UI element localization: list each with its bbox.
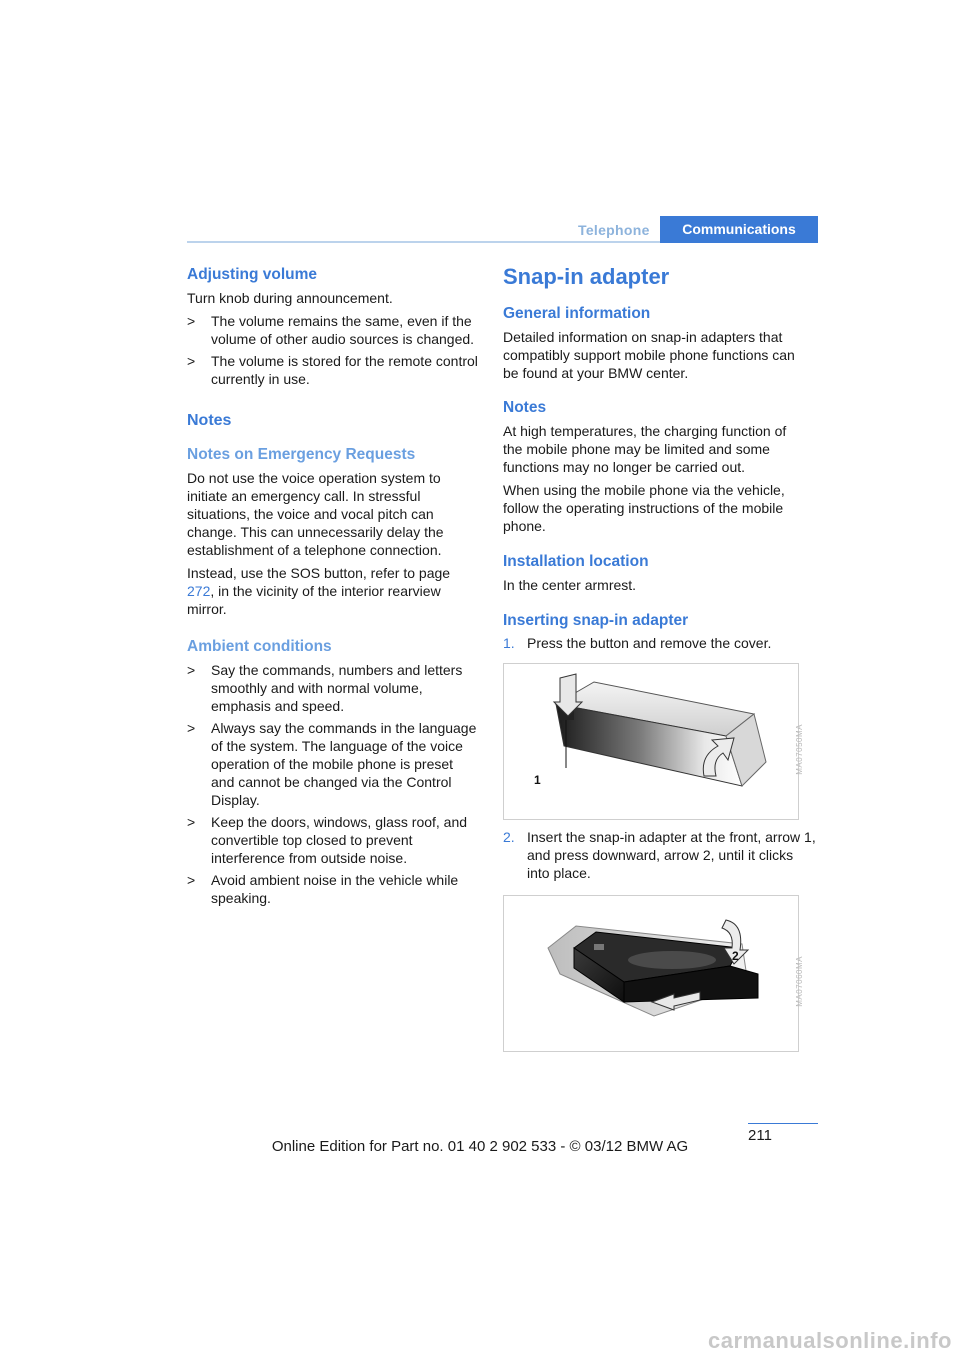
figure-insert-adapter xyxy=(503,895,804,1052)
inserting-heading: Inserting snap-in adapter xyxy=(503,612,689,629)
figure-2-callout: 2 xyxy=(732,949,739,963)
header-chapter-tab: Communications xyxy=(660,216,818,243)
page-number: 211 xyxy=(748,1127,772,1144)
bullet-text: Say the commands, numbers and letters smoothly and with normal volume, emphasis and speed. xyxy=(211,662,463,714)
right-notes-heading: Notes xyxy=(503,399,547,416)
installation-text: In the center armrest. xyxy=(503,577,637,593)
step-number: 1. xyxy=(503,635,515,651)
header-section: Telephone xyxy=(578,222,650,238)
bullet-text: Keep the doors, windows, glass roof, and convertible top closed to prevent interference from outside noise. xyxy=(211,814,468,866)
snap-in-adapter-title: Snap-in adapter xyxy=(503,264,670,289)
bullet-marker: > xyxy=(187,353,196,369)
step-text: Insert the snap-in adapter at the front, arrow 1, and press downward, arrow 2, until it clicks into place. xyxy=(527,829,816,881)
bullet-text: Always say the commands in the language of the system. The language of the voice operation of the mobile phone is preset and cannot be changed via the Control Display. xyxy=(211,720,477,808)
figure-remove-cover xyxy=(503,663,804,820)
footer-rule xyxy=(748,1123,818,1124)
list-item xyxy=(187,813,479,867)
online-edition-note: Online Edition for Part no. 01 40 2 902 533 - © 03/12 BMW AG xyxy=(271,1138,689,1155)
bullet-text: The volume remains the same, even if the volume of other audio sources is changed. xyxy=(211,313,475,347)
general-info-heading: General information xyxy=(503,305,651,322)
left-column xyxy=(187,266,479,907)
list-item xyxy=(187,312,479,348)
list-item xyxy=(187,871,479,907)
step-number: 2. xyxy=(503,829,515,845)
list-item xyxy=(187,661,479,715)
ambient-heading: Ambient conditions xyxy=(187,638,332,655)
bullet-marker: > xyxy=(187,313,196,329)
adjusting-volume-intro: Turn knob during announcement. xyxy=(187,290,393,306)
notes-paragraph-1: At high temperatures, the charging function of the mobile phone may be limited and some functions may no longer be carried out. xyxy=(503,423,787,475)
adjusting-volume-heading: Adjusting volume xyxy=(187,266,318,283)
emergency-paragraph: Do not use the voice operation system to initiate an emergency call. In stressful situations, the voice and vocal pitch can change. This can unnecessarily delay the establishment of a telephone connection. xyxy=(187,470,444,558)
step-text: Press the button and remove the cover. xyxy=(527,635,772,651)
bullet-text: Avoid ambient noise in the vehicle while speaking. xyxy=(211,872,459,906)
bullet-text: The volume is stored for the remote control currently in use. xyxy=(211,353,478,387)
cover-illustration xyxy=(504,664,798,819)
list-item xyxy=(187,352,479,388)
sos-text-after: , in the vicinity of the interior rearview mirror. xyxy=(187,583,441,617)
right-column xyxy=(503,264,795,652)
adapter-illustration xyxy=(504,896,798,1051)
general-info-text: Detailed information on snap-in adapters that compatibly support mobile phone functions can be found at your BMW center. xyxy=(503,329,795,381)
notes-heading: Notes xyxy=(187,412,232,429)
step-2 xyxy=(503,828,819,882)
page-reference-link[interactable]: 272 xyxy=(187,583,211,599)
figure-2-code: MA07060MA xyxy=(795,956,804,1007)
sos-paragraph xyxy=(187,564,479,618)
sos-text-before: Instead, use the SOS button, refer to page xyxy=(187,565,451,581)
bullet-marker: > xyxy=(187,872,196,888)
figure-1-callout: 1 xyxy=(534,773,541,787)
bullet-marker: > xyxy=(187,814,196,830)
installation-heading: Installation location xyxy=(503,553,649,570)
site-watermark: carmanualsonline.info xyxy=(708,1328,952,1353)
notes-paragraph-2: When using the mobile phone via the vehicle, follow the operating instructions of the mobile phone. xyxy=(503,482,785,534)
bullet-marker: > xyxy=(187,720,196,736)
bullet-marker: > xyxy=(187,662,196,678)
list-item xyxy=(187,719,479,809)
step-1 xyxy=(503,634,795,652)
figure-1-code: MA07050MA xyxy=(795,724,804,775)
emergency-heading: Notes on Emergency Requests xyxy=(187,446,416,463)
